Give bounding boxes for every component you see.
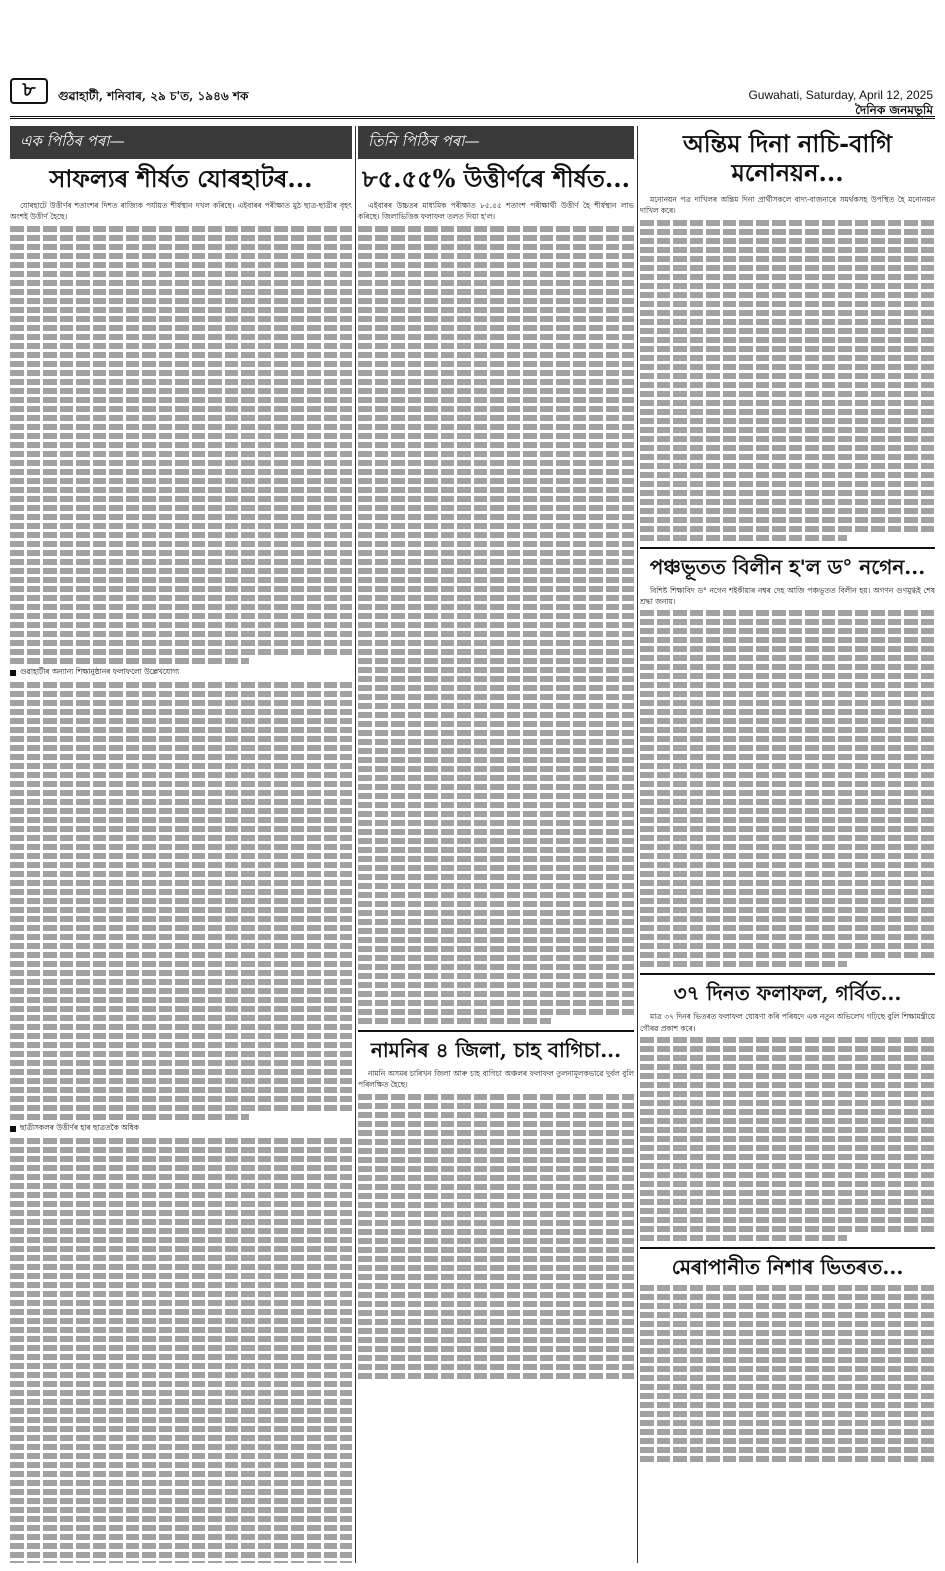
article-separator <box>640 1247 935 1249</box>
body-text-filler <box>358 1094 634 1379</box>
body-text-filler <box>10 1138 352 1563</box>
continued-banner: তিনি পিঠিৰ পৰা— <box>358 126 634 159</box>
page-number: ৮ <box>10 78 48 104</box>
article-headline: ৮৫.৫৫% উত্তীৰ্ণৰে শীৰ্ষত... <box>362 164 630 193</box>
body-text-filler <box>640 610 935 967</box>
article-body <box>640 585 935 608</box>
article-separator <box>358 1030 634 1032</box>
body-text-filler <box>10 682 352 1120</box>
sub-point <box>10 1123 352 1135</box>
body-text-filler <box>640 1285 935 1462</box>
sub-point-text: গুৱাহাটীৰ অন্যান্য শিক্ষানুষ্ঠানৰ ফলাফলো উল্লেখযোগ্য <box>20 666 180 676</box>
column-middle <box>358 126 634 1563</box>
article-body <box>640 1011 935 1034</box>
article-headline: সাফল্যৰ শীৰ্ষত যোৰহাটৰ... <box>49 164 313 193</box>
article-body <box>358 200 634 223</box>
body-text-filler <box>358 226 634 1024</box>
column-divider <box>355 126 356 1563</box>
column-right <box>640 126 935 1563</box>
article-lead: বিশিষ্ট শিক্ষাবিদ ড° নগেন শইকীয়াৰ নশ্বৰ দেহ আজি পঞ্চভূতত বিলীন হয়। অগণন গুণমুগ্ধই শেষ শ্ৰদ্ধা জনায়। <box>640 585 935 606</box>
body-text-filler <box>640 220 935 541</box>
article-separator <box>640 547 935 549</box>
article-lead: মাত্ৰ ৩৭ দিনৰ ভিতৰত ফলাফল ঘোষণা কৰি পৰিষদে এক নতুন অভিলেখ গঢ়িছে বুলি শিক্ষামন্ত্ৰীয়ে গৌৰৱ প্ৰকাশ কৰে। <box>640 1012 935 1033</box>
sub-point-text: ছাত্ৰীসকলৰ উত্তীৰ্ণৰ হাৰ ছাত্ৰতকৈ অধিক <box>20 1122 139 1132</box>
article-headline: নামনিৰ ৪ জিলা, চাহ বাগিচা... <box>370 1037 622 1062</box>
article-body <box>358 1068 634 1091</box>
article-lead: নামনি অসমৰ চাৰিখন জিলা আৰু চাহ বাগিচা অঞ্চলৰ ফলাফল তুলনামূলকভাৱে দুৰ্বল বুলি পৰিলক্ষিত হৈছে। <box>358 1068 634 1090</box>
body-text-filler <box>10 226 352 664</box>
article-lead: এইবাৰৰ উচ্চতৰ মাধ্যমিক পৰীক্ষাত ৮৫.৫৫ শতাংশ পৰীক্ষাৰ্থী উত্তীৰ্ণ হৈ শীৰ্ষস্থান লাভ কৰিছে। জিলাভিত্তিক ফলাফল তলত দিয়া হ'ল। <box>358 200 634 222</box>
column-left <box>10 126 352 1563</box>
continued-banner: এক পিঠিৰ পৰা— <box>10 126 352 159</box>
article-lead: মনোনয়ন পত্ৰ দাখিলৰ অন্তিম দিনা প্ৰাৰ্থীসকলে বাদ্য-বাজনাৰে সমৰ্থকসহ উপস্থিত হৈ মনোনয়ন দাখিল কৰে। <box>640 194 935 216</box>
article-body <box>640 194 935 217</box>
article-body <box>10 200 352 223</box>
header-rule <box>10 116 935 119</box>
article-headline: ৩৭ দিনত ফলাফল, গৰ্বিত... <box>673 981 902 1006</box>
date-line-assamese: গুৱাহাটী, শনিবাৰ, ২৯ চ'ত, ১৯৪৬ শক <box>58 89 249 103</box>
article-headline: মেৰাপানীত নিশাৰ ভিতৰত... <box>671 1255 904 1280</box>
article-separator <box>640 973 935 975</box>
newspaper-name: দৈনিক জনমভূমি <box>855 103 933 117</box>
square-bullet-icon <box>10 670 16 676</box>
date-line-english: Guwahati, Saturday, April 12, 2025 <box>748 88 933 102</box>
sub-point <box>10 667 352 679</box>
article-lead: যোৰহাটে উত্তীৰ্ণৰ শতাংশৰ দিশত ৰাজ্যিক পৰ্যায়ত শীৰ্ষস্থান দখল কৰিছে। এইবাৰৰ পৰীক্ষাত মুঠ ছাত্ৰ-ছাত্ৰীৰ বৃহৎ অংশই উত্তীৰ্ণ হৈছে। <box>10 200 352 222</box>
square-bullet-icon <box>10 1126 16 1132</box>
article-headline: পঞ্চভূতত বিলীন হ'ল ড° নগেন... <box>649 554 926 579</box>
body-text-filler <box>640 1037 935 1241</box>
article-headline: অন্তিম দিনা নাচি-বাগি মনোনয়ন... <box>683 129 892 187</box>
column-divider <box>637 126 638 1563</box>
